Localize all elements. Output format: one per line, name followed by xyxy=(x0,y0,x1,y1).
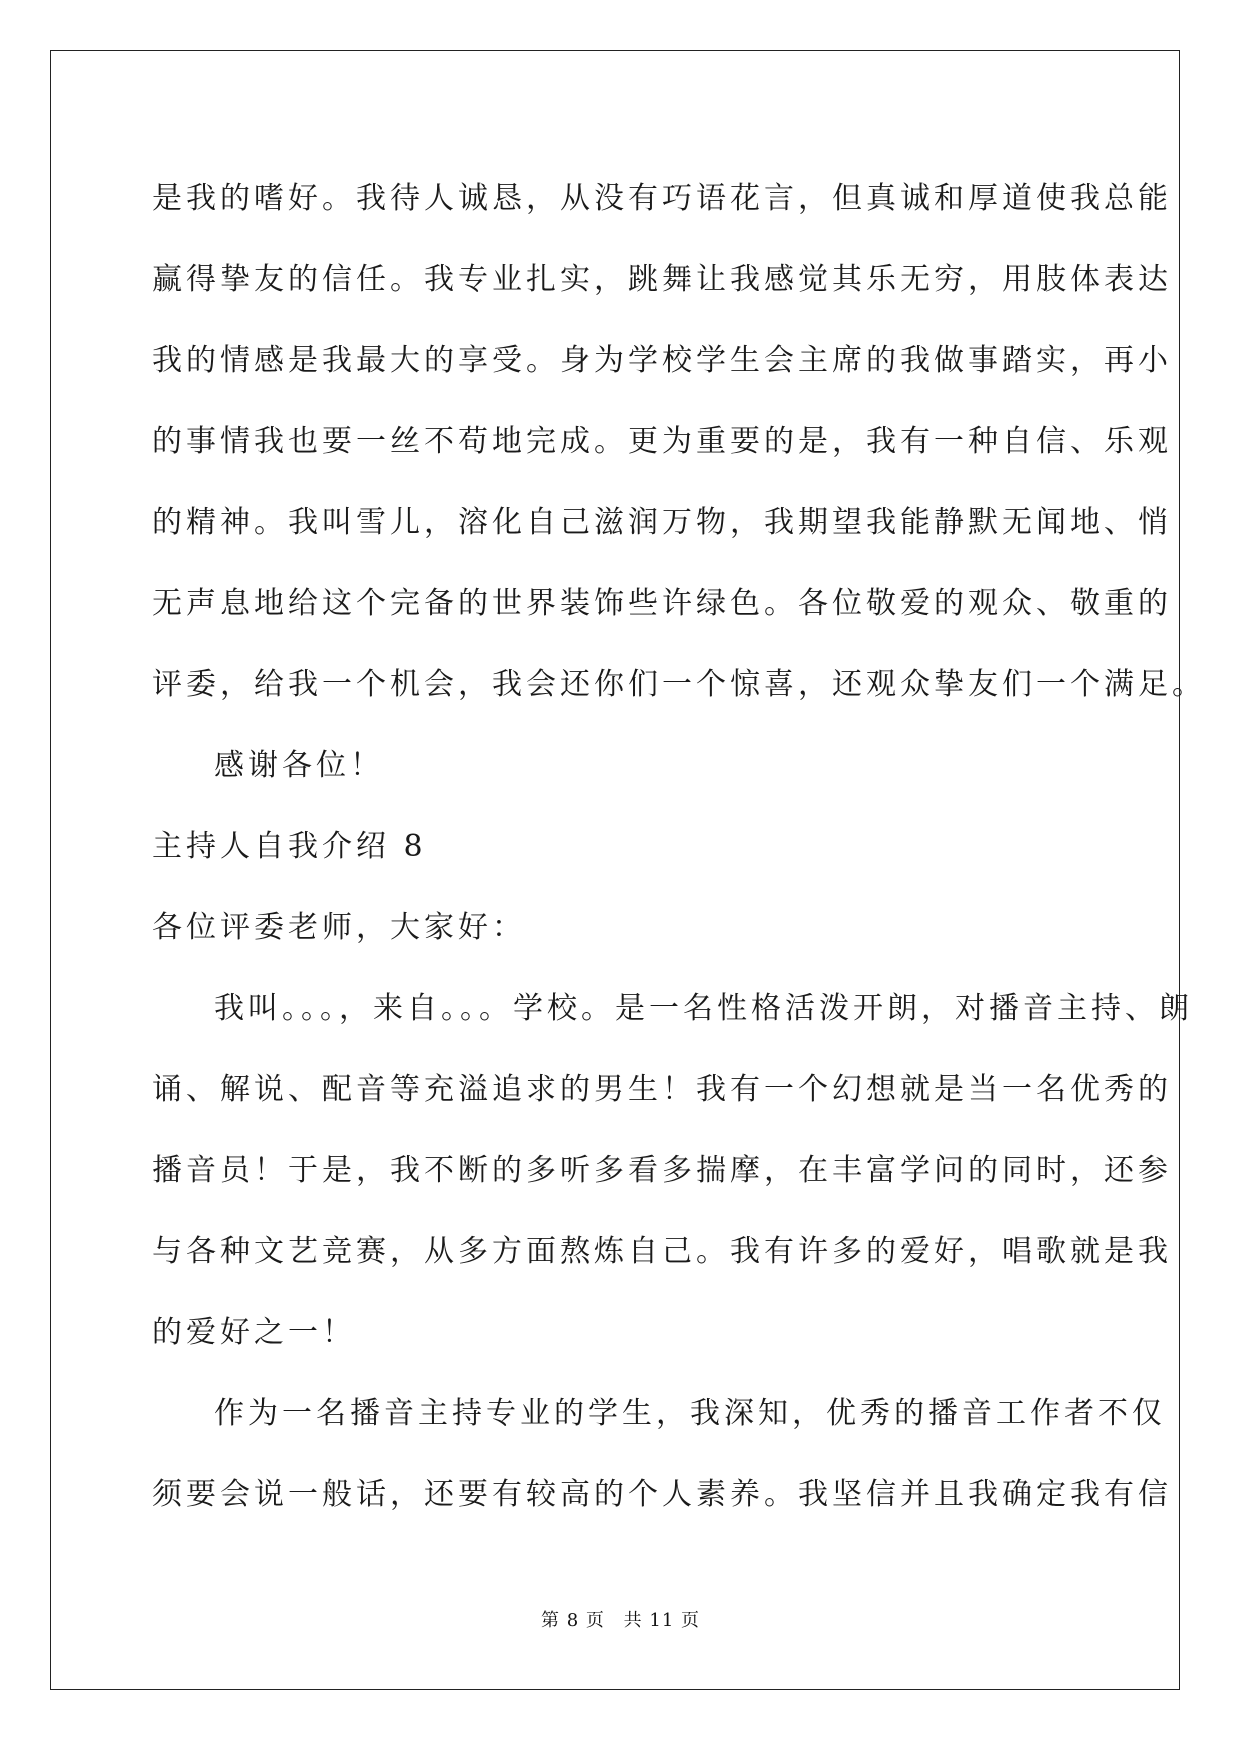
text-line: 须要会说一般话，还要有较高的个人素养。我坚信并且我确定我有信 xyxy=(152,1477,1172,1512)
closing-line: 感谢各位！ xyxy=(214,748,384,783)
text-line: 的事情我也要一丝不苟地完成。更为重要的是，我有一种自信、乐观 xyxy=(152,424,1172,459)
text-line: 赢得挚友的信任。我专业扎实，跳舞让我感觉其乐无穷，用肢体表达 xyxy=(152,262,1172,297)
document-body xyxy=(152,158,1206,1535)
text-line: 播音员！于是，我不断的多听多看多揣摩，在丰富学问的同时，还参 xyxy=(152,1153,1172,1188)
text-line: 诵、解说、配音等充溢追求的男生！我有一个幻想就是当一名优秀的 xyxy=(152,1072,1172,1107)
page-footer xyxy=(0,1606,1241,1632)
text-line: 我的情感是我最大的享受。身为学校学生会主席的我做事踏实，再小 xyxy=(152,343,1172,378)
text-line: 作为一名播音主持专业的学生，我深知，优秀的播音工作者不仅 xyxy=(214,1396,1166,1431)
page-number: 第 8 页 xyxy=(541,1610,605,1631)
text-line: 我叫。。。，来自。。。学校。是一名性格活泼开朗，对播音主持、朗 xyxy=(214,991,1193,1026)
text-line: 的精神。我叫雪儿，溶化自己滋润万物，我期望我能静默无闻地、悄 xyxy=(152,505,1172,540)
text-line: 评委，给我一个机会，我会还你们一个惊喜，还观众挚友们一个满足。 xyxy=(152,667,1206,702)
text-line: 与各种文艺竞赛，从多方面熬炼自己。我有许多的爱好，唱歌就是我 xyxy=(152,1234,1172,1269)
text-line: 无声息地给这个完备的世界装饰些许绿色。各位敬爱的观众、敬重的 xyxy=(152,586,1172,621)
section-heading: 主持人自我介绍 8 xyxy=(152,829,427,864)
page-total: 共 11 页 xyxy=(623,1610,700,1631)
greeting-line: 各位评委老师，大家好： xyxy=(152,910,526,945)
text-line: 的爱好之一！ xyxy=(152,1315,356,1350)
text-line: 是我的嗜好。我待人诚恳，从没有巧语花言，但真诚和厚道使我总能 xyxy=(152,181,1172,216)
